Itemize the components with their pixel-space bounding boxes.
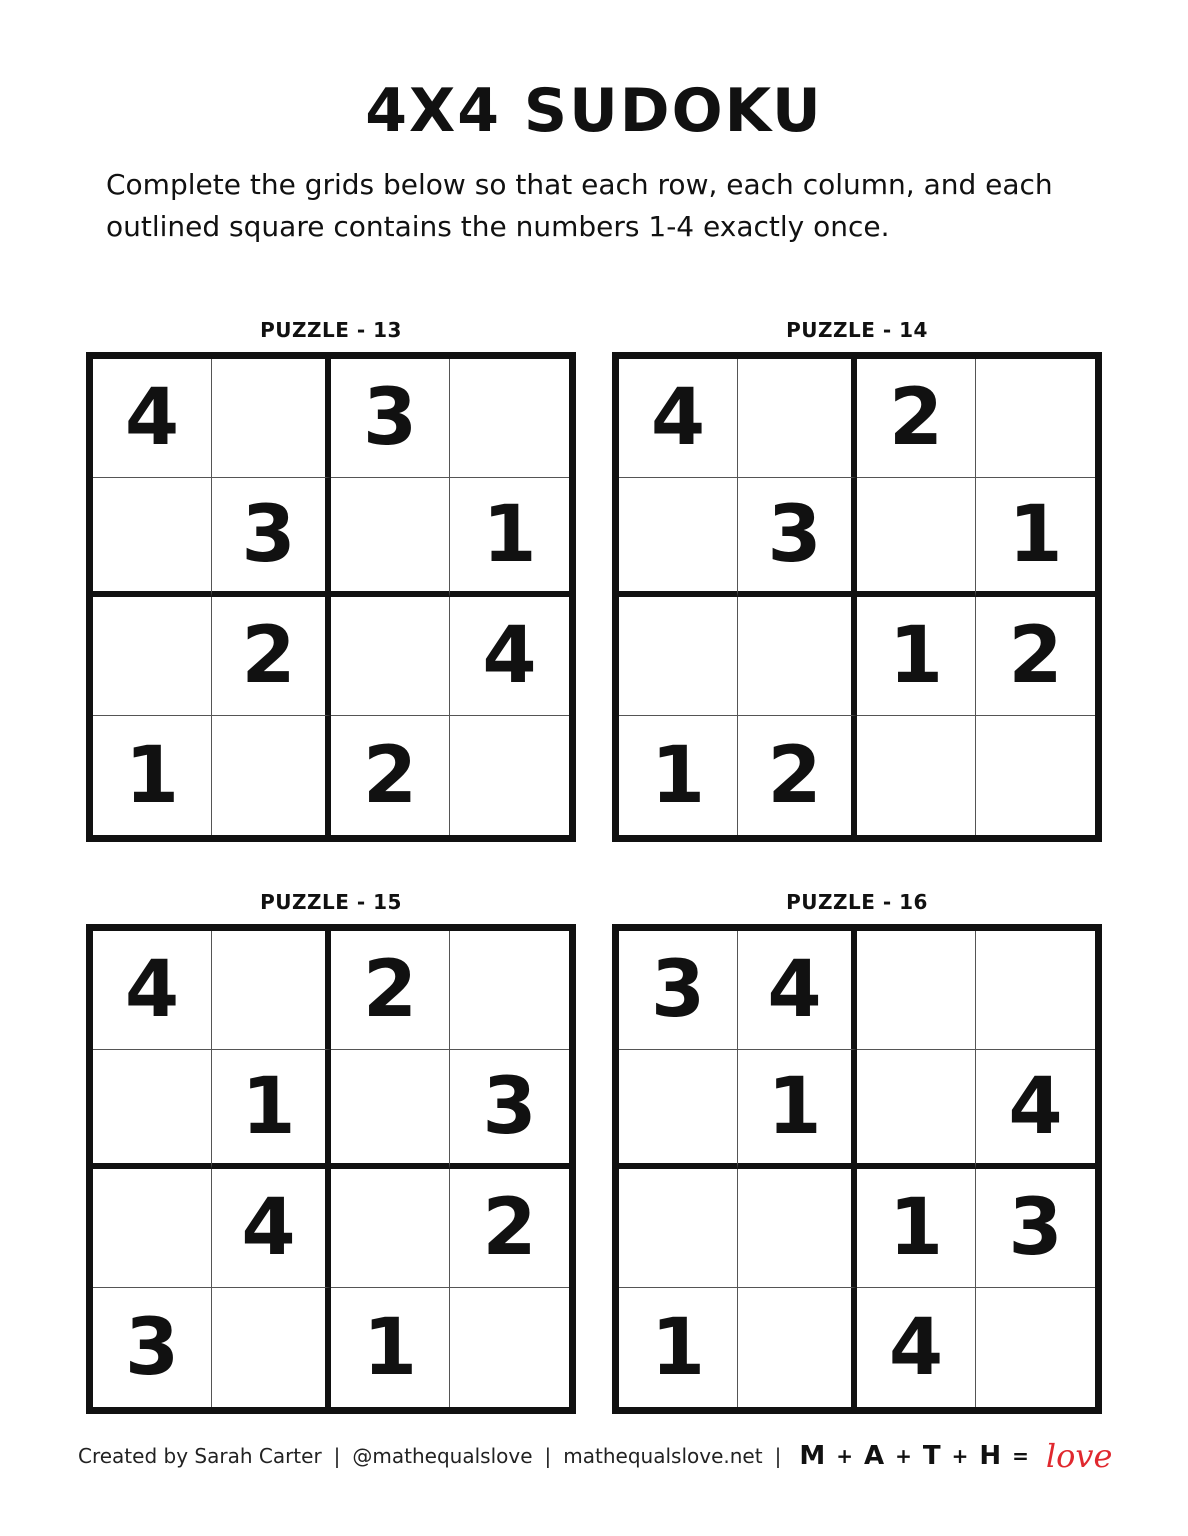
grid-cell xyxy=(450,716,569,835)
grid-cell: 1 xyxy=(619,1288,738,1407)
grid-cell xyxy=(212,716,331,835)
footer xyxy=(78,1436,1128,1476)
footer-separator: | xyxy=(774,1444,782,1468)
grid-cell xyxy=(738,1288,857,1407)
grid-cell xyxy=(619,1050,738,1169)
grid-cell: 2 xyxy=(331,716,450,835)
grid-cell: 1 xyxy=(212,1050,331,1169)
grid-cell: 3 xyxy=(738,478,857,597)
sudoku-grid xyxy=(86,352,576,842)
grid-cell xyxy=(212,931,331,1050)
grid-cell: 2 xyxy=(331,931,450,1050)
grid-cell xyxy=(976,1288,1095,1407)
brand-logo xyxy=(799,1437,1112,1475)
grid-cell: 2 xyxy=(212,597,331,716)
brand-plus: + xyxy=(836,1444,853,1468)
grid-cell: 2 xyxy=(857,359,976,478)
grid-cell: 1 xyxy=(93,716,212,835)
grid-cell: 1 xyxy=(738,1050,857,1169)
grid-cell: 4 xyxy=(738,931,857,1050)
grid-cell xyxy=(93,1169,212,1288)
grid-cell xyxy=(976,359,1095,478)
instructions-text: Complete the grids below so that each row, each column, and each outlined square contains the numbers 1-4 exactly once. xyxy=(106,168,1053,243)
footer-separator: | xyxy=(544,1444,552,1468)
sudoku-grid xyxy=(86,924,576,1414)
grid-cell: 3 xyxy=(450,1050,569,1169)
grid-cell: 1 xyxy=(450,478,569,597)
grid-cell xyxy=(93,1050,212,1169)
grid-cell xyxy=(857,478,976,597)
grid-cell: 1 xyxy=(331,1288,450,1407)
grid-cell: 1 xyxy=(857,597,976,716)
grid-cell xyxy=(450,931,569,1050)
brand-letter: T xyxy=(922,1441,941,1471)
grid-cell: 4 xyxy=(619,359,738,478)
brand-plus: + xyxy=(951,1444,969,1468)
footer-website: mathequalslove.net xyxy=(563,1444,763,1468)
grid-cell: 4 xyxy=(976,1050,1095,1169)
grid-cell xyxy=(331,1169,450,1288)
grid-cell xyxy=(976,931,1095,1050)
grid-cell xyxy=(857,1050,976,1169)
grid-cell xyxy=(619,597,738,716)
brand-letter: H xyxy=(979,1441,1002,1471)
grid-cell: 1 xyxy=(619,716,738,835)
grid-cell xyxy=(93,478,212,597)
brand-equals: = xyxy=(1012,1444,1029,1468)
brand-plus: + xyxy=(895,1444,912,1468)
grid-cell: 3 xyxy=(331,359,450,478)
brand-love-script: love xyxy=(1045,1437,1113,1475)
puzzle-label: PUZZLE - 13 xyxy=(260,318,402,342)
footer-handle: @mathequalslove xyxy=(352,1444,533,1468)
grid-cell xyxy=(738,597,857,716)
grid-cell xyxy=(619,1169,738,1288)
grid-cell: 2 xyxy=(450,1169,569,1288)
footer-separator: | xyxy=(333,1444,341,1468)
puzzle-13 xyxy=(86,316,576,842)
sudoku-grid xyxy=(612,924,1102,1414)
grid-cell: 4 xyxy=(93,359,212,478)
grid-cell xyxy=(738,1169,857,1288)
grid-cell xyxy=(450,359,569,478)
grid-cell xyxy=(212,359,331,478)
grid-cell: 2 xyxy=(738,716,857,835)
grid-cell xyxy=(738,359,857,478)
grid-cell: 2 xyxy=(976,597,1095,716)
grid-cell: 4 xyxy=(212,1169,331,1288)
grid-cell: 1 xyxy=(857,1169,976,1288)
grid-cell xyxy=(619,478,738,597)
grid-cell: 1 xyxy=(976,478,1095,597)
grid-cell: 4 xyxy=(857,1288,976,1407)
grid-cell xyxy=(331,597,450,716)
grid-cell: 3 xyxy=(619,931,738,1050)
grid-cell: 4 xyxy=(450,597,569,716)
footer-credit: Created by Sarah Carter xyxy=(78,1444,322,1468)
puzzle-15 xyxy=(86,888,576,1414)
grid-cell: 3 xyxy=(93,1288,212,1407)
grid-cell: 3 xyxy=(976,1169,1095,1288)
grid-cell xyxy=(857,931,976,1050)
grid-cell: 3 xyxy=(212,478,331,597)
puzzle-16 xyxy=(612,888,1102,1414)
grid-cell xyxy=(212,1288,331,1407)
grid-cell xyxy=(93,597,212,716)
brand-letter: A xyxy=(863,1441,885,1471)
grid-cell xyxy=(450,1288,569,1407)
grid-cell xyxy=(976,716,1095,835)
grid-cell xyxy=(331,1050,450,1169)
puzzle-label: PUZZLE - 14 xyxy=(786,318,928,342)
brand-letter: M xyxy=(799,1441,826,1471)
puzzle-14 xyxy=(612,316,1102,842)
sudoku-grid xyxy=(612,352,1102,842)
page-title: 4X4 SUDOKU xyxy=(365,76,823,146)
grid-cell xyxy=(331,478,450,597)
grid-cell xyxy=(857,716,976,835)
grid-cell: 4 xyxy=(93,931,212,1050)
puzzle-label: PUZZLE - 16 xyxy=(786,890,928,914)
puzzle-label: PUZZLE - 15 xyxy=(260,890,402,914)
